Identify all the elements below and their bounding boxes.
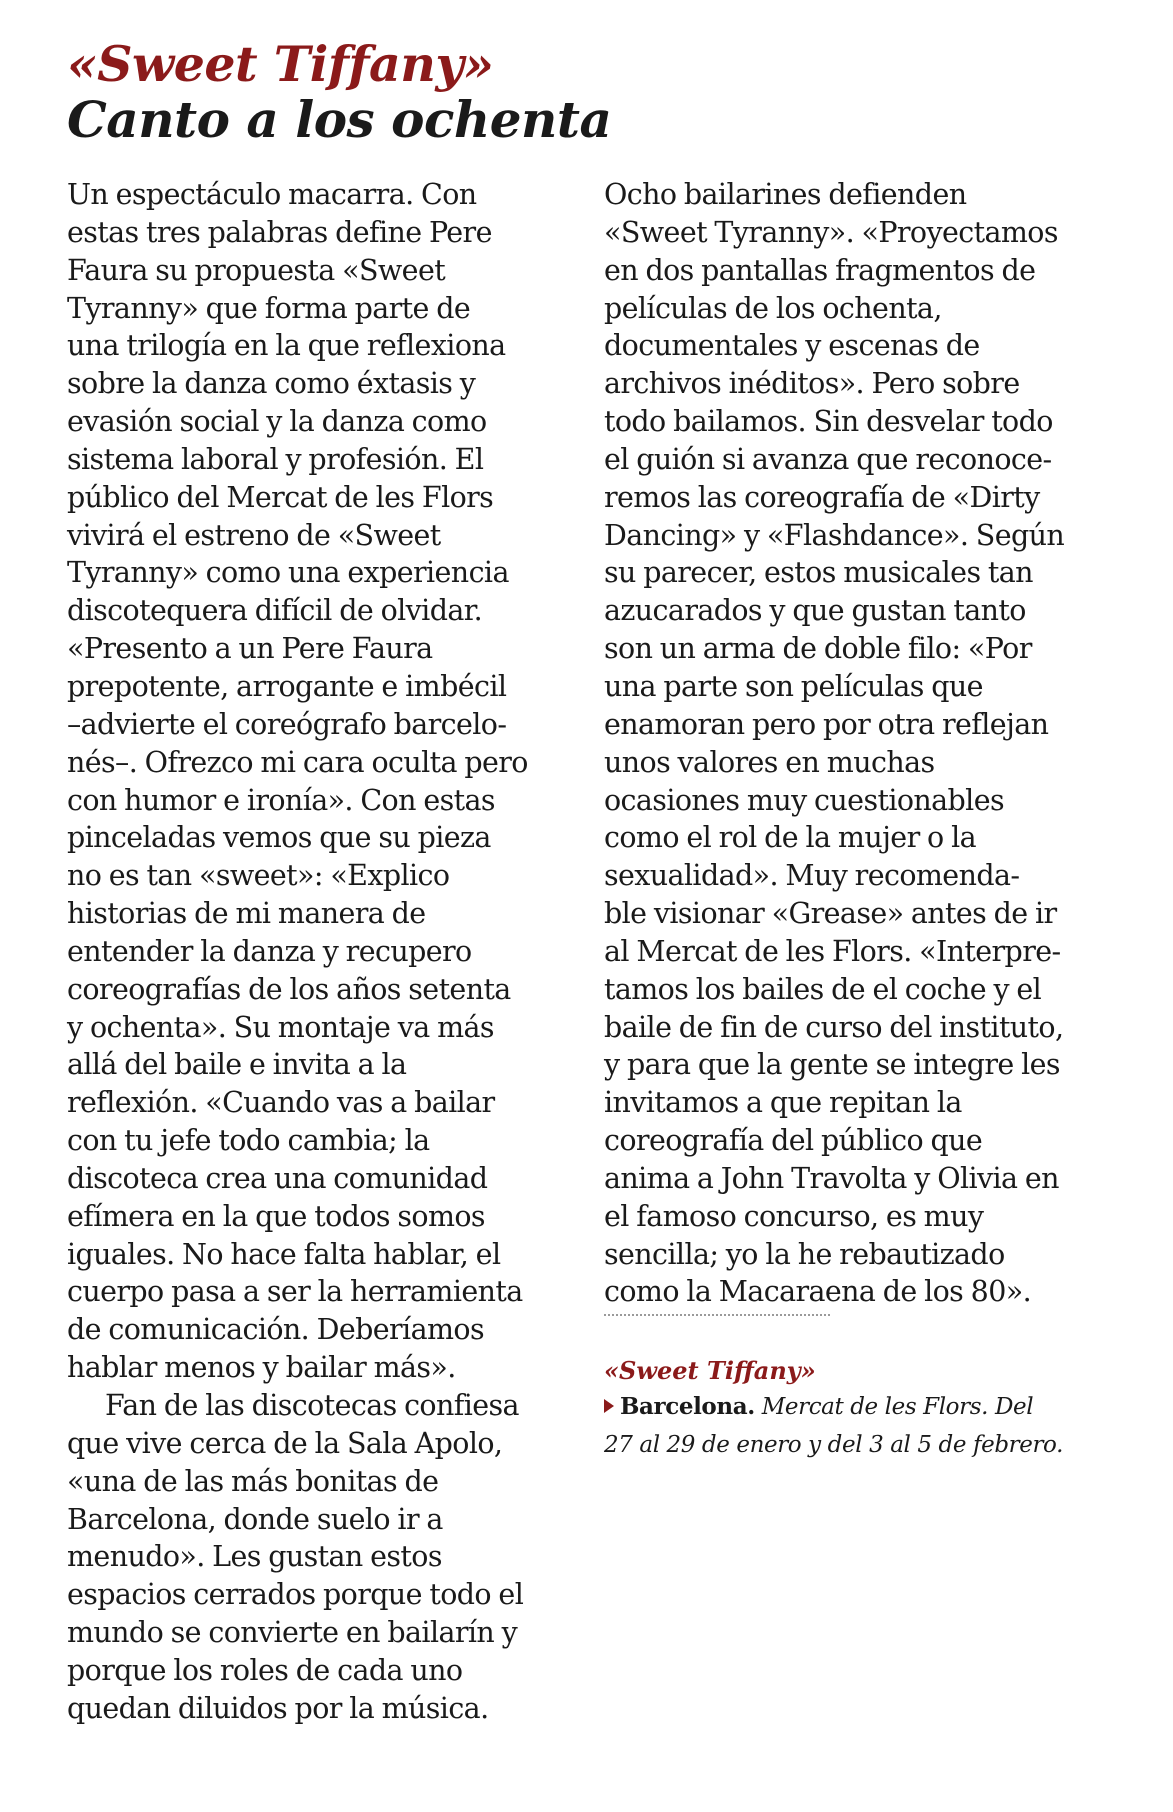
text-line: sistema laboral y profesión. El bbox=[67, 442, 484, 476]
text-line: discoteca crea una comunidad bbox=[67, 1161, 488, 1195]
text-line: reflexión. «Cuando vas a bailar bbox=[67, 1086, 495, 1120]
article-column-left bbox=[67, 176, 547, 1728]
text-line: discotequera difícil de olvidar. bbox=[67, 594, 483, 628]
text-line: baile de fin de curso del instituto, bbox=[604, 1010, 1064, 1044]
left-paragraph-1 bbox=[67, 176, 547, 1387]
text-line: todo bailamos. Sin desvelar todo bbox=[604, 405, 1053, 439]
right-paragraph-1 bbox=[604, 176, 1084, 1311]
text-line: enamoran pero por otra reflejan bbox=[604, 707, 1049, 741]
left-paragraph-2 bbox=[67, 1387, 547, 1728]
text-line: y ochenta». Su montaje va más bbox=[67, 1010, 494, 1044]
text-line: estas tres palabras define Pere bbox=[67, 215, 492, 249]
infobox-title: «Sweet Tiffany» bbox=[604, 1356, 816, 1385]
text-line: que vive cerca de la Sala Apolo, bbox=[67, 1426, 503, 1460]
text-line: su parecer, estos musicales tan bbox=[604, 556, 1033, 590]
text-line: coreografía del público que bbox=[604, 1124, 983, 1158]
text-line: tamos los bailes de el coche y el bbox=[604, 972, 1042, 1006]
text-line: Ocho bailarines defienden bbox=[604, 178, 967, 211]
text-line: una parte son películas que bbox=[604, 669, 983, 703]
text-line: el famoso concurso, es muy bbox=[604, 1199, 984, 1233]
text-line: en dos pantallas fragmentos de bbox=[604, 253, 1036, 287]
text-line: con humor e ironía». Con estas bbox=[67, 783, 495, 817]
infobox-detail-2: 27 al 29 de enero y del 3 al 5 de febrero. bbox=[604, 1432, 1063, 1458]
text-line: entender la danza y recupero bbox=[67, 934, 472, 968]
triangle-bullet-icon bbox=[604, 1399, 614, 1413]
text-line: de comunicación. Deberíamos bbox=[67, 1313, 484, 1347]
text-line: sexualidad». Muy recomenda- bbox=[604, 859, 1020, 893]
text-line: efímera en la que todos somos bbox=[67, 1199, 485, 1233]
text-line: como la Macaraena de los 80». bbox=[604, 1275, 1032, 1309]
text-line: público del Mercat de les Flors bbox=[67, 480, 494, 514]
text-line: vivirá el estreno de «Sweet bbox=[67, 518, 441, 552]
text-line: cuerpo pasa a ser la herramienta bbox=[67, 1275, 523, 1309]
text-line: al Mercat de les Flors. «Interpre- bbox=[604, 934, 1061, 968]
text-line: películas de los ochenta, bbox=[604, 291, 942, 325]
text-line: Tyranny» que forma parte de bbox=[67, 291, 471, 325]
text-line: el guión si avanza que reconoce- bbox=[604, 442, 1052, 476]
text-line: Barcelona, donde suelo ir a bbox=[67, 1502, 443, 1536]
headline bbox=[67, 35, 612, 149]
text-line: y para que la gente se integre les bbox=[604, 1048, 1060, 1082]
text-line: evasión social y la danza como bbox=[67, 405, 487, 439]
text-line: archivos inéditos». Pero sobre bbox=[604, 367, 1020, 401]
text-line: «Presento a un Pere Faura bbox=[67, 632, 433, 666]
text-line: Dancing» y «Flashdance». Según bbox=[604, 518, 1065, 552]
text-line: menudo». Les gustan estos bbox=[67, 1540, 442, 1574]
headline-title: Canto a los ochenta bbox=[67, 90, 612, 149]
text-line: sencilla; yo la he rebautizado bbox=[604, 1237, 1005, 1271]
text-line: –advierte el coreógrafo barcelo- bbox=[67, 707, 507, 741]
text-line: historias de mi manera de bbox=[67, 897, 426, 931]
text-line: espacios cerrados porque todo el bbox=[67, 1578, 524, 1612]
text-line: con tu jefe todo cambia; la bbox=[67, 1124, 430, 1158]
text-line: hablar menos y bailar más». bbox=[67, 1351, 456, 1385]
text-line: una trilogía en la que reflexiona bbox=[67, 329, 506, 363]
text-line: quedan diluidos por la música. bbox=[67, 1691, 489, 1725]
text-line: no es tan «sweet»: «Explico bbox=[67, 859, 450, 893]
text-line: pinceladas vemos que su pieza bbox=[67, 821, 491, 855]
infobox-detail-1: Mercat de les Flors. Del bbox=[761, 1394, 1034, 1420]
text-line: documentales y escenas de bbox=[604, 329, 980, 363]
text-line: coreografías de los años setenta bbox=[67, 972, 511, 1006]
text-line: Fan de las discotecas confiesa bbox=[105, 1389, 519, 1422]
text-line: anima a John Travolta y Olivia en bbox=[604, 1161, 1059, 1195]
text-line: allá del baile e invita a la bbox=[67, 1048, 407, 1082]
infobox-city: Barcelona. bbox=[620, 1393, 755, 1420]
text-line: invitamos a que repitan la bbox=[604, 1086, 962, 1120]
text-line: como el rol de la mujer o la bbox=[604, 821, 976, 855]
text-line: sobre la danza como éxtasis y bbox=[67, 367, 476, 401]
infobox-line-1 bbox=[604, 1388, 1124, 1426]
text-line: ocasiones muy cuestionables bbox=[604, 783, 1004, 817]
text-line: porque los roles de cada uno bbox=[67, 1653, 463, 1687]
text-line: remos las coreografía de «Dirty bbox=[604, 480, 1040, 514]
text-line: Faura su propuesta «Sweet bbox=[67, 253, 446, 287]
text-line: «Sweet Tyranny». «Proyectamos bbox=[604, 215, 1058, 249]
text-line: Tyranny» como una experiencia bbox=[67, 556, 509, 590]
text-line: son un arma de doble filo: «Por bbox=[604, 632, 1032, 666]
article-column-right bbox=[604, 176, 1084, 1311]
text-line: «una de las más bonitas de bbox=[67, 1464, 439, 1498]
infobox-divider bbox=[604, 1314, 830, 1316]
headline-kicker: «Sweet Tiffany» bbox=[67, 35, 494, 93]
text-line: Un espectáculo macarra. Con bbox=[67, 178, 477, 211]
text-line: iguales. No hace falta hablar, el bbox=[67, 1237, 501, 1271]
text-line: ble visionar «Grease» antes de ir bbox=[604, 897, 1057, 931]
text-line: mundo se convierte en bailarín y bbox=[67, 1616, 518, 1650]
text-line: unos valores en muchas bbox=[604, 745, 935, 779]
text-line: nés–. Ofrezco mi cara oculta pero bbox=[67, 745, 528, 779]
event-infobox bbox=[604, 1354, 1124, 1464]
text-line: azucarados y que gustan tanto bbox=[604, 594, 1026, 628]
text-line: prepotente, arrogante e imbécil bbox=[67, 669, 507, 703]
